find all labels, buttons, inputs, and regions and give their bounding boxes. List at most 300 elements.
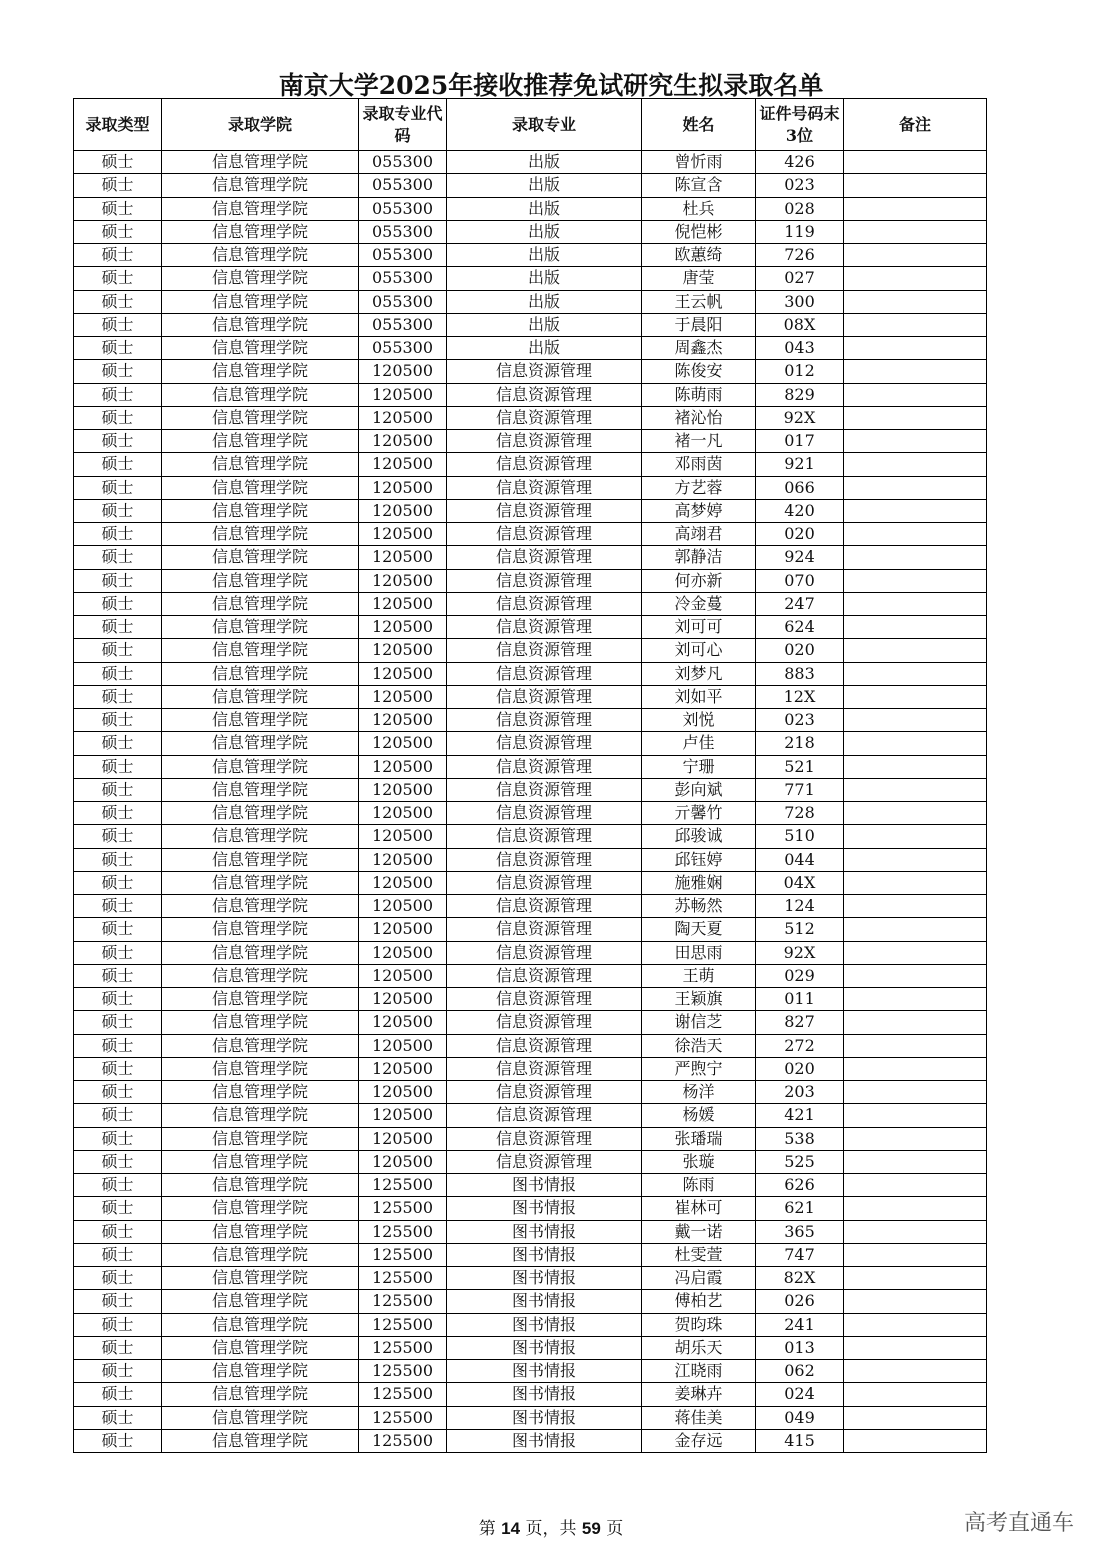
table-row xyxy=(74,244,987,267)
cell-id-last3: 017 xyxy=(756,430,844,453)
cell-id-last3: 026 xyxy=(756,1290,844,1313)
cell-type: 硕士 xyxy=(74,639,162,662)
cell-major-code: 055300 xyxy=(359,151,447,174)
cell-name: 杜雯萱 xyxy=(642,1243,756,1266)
table-row xyxy=(74,313,987,336)
cell-college: 信息管理学院 xyxy=(162,383,359,406)
cell-name: 苏畅然 xyxy=(642,895,756,918)
cell-college: 信息管理学院 xyxy=(162,1267,359,1290)
cell-type: 硕士 xyxy=(74,1336,162,1359)
cell-remarks xyxy=(844,174,987,197)
cell-remarks xyxy=(844,732,987,755)
cell-remarks xyxy=(844,546,987,569)
cell-college: 信息管理学院 xyxy=(162,1243,359,1266)
cell-id-last3: 512 xyxy=(756,918,844,941)
cell-name: 严煦宁 xyxy=(642,1057,756,1080)
cell-id-last3: 621 xyxy=(756,1197,844,1220)
cell-name: 周鑫杰 xyxy=(642,337,756,360)
table-row xyxy=(74,848,987,871)
cell-major-code: 125500 xyxy=(359,1290,447,1313)
cell-remarks xyxy=(844,1243,987,1266)
cell-major: 图书情报 xyxy=(447,1174,642,1197)
cell-id-last3: 203 xyxy=(756,1081,844,1104)
cell-type: 硕士 xyxy=(74,755,162,778)
cell-major-code: 055300 xyxy=(359,244,447,267)
cell-major-code: 055300 xyxy=(359,290,447,313)
cell-college: 信息管理学院 xyxy=(162,1336,359,1359)
table-row xyxy=(74,267,987,290)
cell-name: 张璇 xyxy=(642,1150,756,1173)
cell-remarks xyxy=(844,639,987,662)
cell-major-code: 055300 xyxy=(359,337,447,360)
cell-college: 信息管理学院 xyxy=(162,1290,359,1313)
cell-college: 信息管理学院 xyxy=(162,825,359,848)
cell-remarks xyxy=(844,151,987,174)
cell-id-last3: 829 xyxy=(756,383,844,406)
table-row xyxy=(74,1011,987,1034)
cell-type: 硕士 xyxy=(74,871,162,894)
cell-major-code: 125500 xyxy=(359,1406,447,1429)
table-row xyxy=(74,616,987,639)
cell-name: 姜琳卉 xyxy=(642,1383,756,1406)
cell-id-last3: 062 xyxy=(756,1360,844,1383)
cell-name: 徐浩天 xyxy=(642,1034,756,1057)
cell-major: 图书情报 xyxy=(447,1429,642,1452)
cell-remarks xyxy=(844,337,987,360)
cell-type: 硕士 xyxy=(74,964,162,987)
cell-remarks xyxy=(844,1150,987,1173)
cell-id-last3: 247 xyxy=(756,592,844,615)
cell-major-code: 125500 xyxy=(359,1220,447,1243)
cell-id-last3: 023 xyxy=(756,174,844,197)
cell-id-last3: 124 xyxy=(756,895,844,918)
table-row xyxy=(74,1057,987,1080)
cell-remarks xyxy=(844,1267,987,1290)
cell-remarks xyxy=(844,360,987,383)
cell-remarks xyxy=(844,871,987,894)
cell-name: 陈雨 xyxy=(642,1174,756,1197)
cell-college: 信息管理学院 xyxy=(162,616,359,639)
cell-id-last3: 029 xyxy=(756,964,844,987)
cell-college: 信息管理学院 xyxy=(162,197,359,220)
cell-major: 图书情报 xyxy=(447,1197,642,1220)
cell-name: 施雅娴 xyxy=(642,871,756,894)
cell-college: 信息管理学院 xyxy=(162,1383,359,1406)
page-number: 14 xyxy=(501,1519,521,1538)
cell-major: 信息资源管理 xyxy=(447,592,642,615)
cell-id-last3: 023 xyxy=(756,709,844,732)
cell-major: 信息资源管理 xyxy=(447,918,642,941)
cell-remarks xyxy=(844,1104,987,1127)
cell-name: 王颖旗 xyxy=(642,988,756,1011)
table-row xyxy=(74,1197,987,1220)
cell-name: 欧蕙绮 xyxy=(642,244,756,267)
cell-major: 信息资源管理 xyxy=(447,895,642,918)
table-row xyxy=(74,592,987,615)
cell-type: 硕士 xyxy=(74,499,162,522)
cell-college: 信息管理学院 xyxy=(162,1360,359,1383)
cell-name: 褚一凡 xyxy=(642,430,756,453)
cell-id-last3: 043 xyxy=(756,337,844,360)
cell-major: 图书情报 xyxy=(447,1336,642,1359)
cell-remarks xyxy=(844,755,987,778)
cell-remarks xyxy=(844,1313,987,1336)
cell-major-code: 120500 xyxy=(359,709,447,732)
table-row xyxy=(74,1243,987,1266)
cell-name: 亓馨竹 xyxy=(642,802,756,825)
table-row xyxy=(74,1336,987,1359)
cell-remarks xyxy=(844,476,987,499)
cell-college: 信息管理学院 xyxy=(162,662,359,685)
cell-type: 硕士 xyxy=(74,848,162,871)
table-row xyxy=(74,430,987,453)
cell-major-code: 120500 xyxy=(359,964,447,987)
table-row xyxy=(74,755,987,778)
cell-college: 信息管理学院 xyxy=(162,151,359,174)
cell-remarks xyxy=(844,802,987,825)
cell-major: 信息资源管理 xyxy=(447,802,642,825)
table-row xyxy=(74,453,987,476)
cell-type: 硕士 xyxy=(74,1290,162,1313)
cell-major: 信息资源管理 xyxy=(447,941,642,964)
cell-major-code: 120500 xyxy=(359,499,447,522)
table-row xyxy=(74,290,987,313)
cell-name: 冯启霞 xyxy=(642,1267,756,1290)
cell-name: 张璠瑞 xyxy=(642,1127,756,1150)
cell-type: 硕士 xyxy=(74,360,162,383)
cell-major: 图书情报 xyxy=(447,1267,642,1290)
cell-major-code: 120500 xyxy=(359,406,447,429)
cell-major-code: 120500 xyxy=(359,918,447,941)
cell-id-last3: 420 xyxy=(756,499,844,522)
cell-remarks xyxy=(844,988,987,1011)
cell-college: 信息管理学院 xyxy=(162,639,359,662)
cell-major-code: 125500 xyxy=(359,1429,447,1452)
cell-id-last3: 272 xyxy=(756,1034,844,1057)
cell-major-code: 120500 xyxy=(359,1127,447,1150)
cell-name: 倪恺彬 xyxy=(642,220,756,243)
cell-remarks xyxy=(844,709,987,732)
header-major-code: 录取专业代码 xyxy=(359,99,447,151)
cell-type: 硕士 xyxy=(74,1081,162,1104)
table-header-row xyxy=(74,99,987,151)
cell-id-last3: 626 xyxy=(756,1174,844,1197)
cell-remarks xyxy=(844,453,987,476)
cell-id-last3: 747 xyxy=(756,1243,844,1266)
header-id-last3: 证件号码末3位 xyxy=(756,99,844,151)
cell-major-code: 125500 xyxy=(359,1267,447,1290)
cell-type: 硕士 xyxy=(74,569,162,592)
cell-remarks xyxy=(844,569,987,592)
cell-college: 信息管理学院 xyxy=(162,964,359,987)
cell-major: 信息资源管理 xyxy=(447,755,642,778)
cell-name: 刘梦凡 xyxy=(642,662,756,685)
cell-major-code: 120500 xyxy=(359,732,447,755)
cell-remarks xyxy=(844,1429,987,1452)
cell-college: 信息管理学院 xyxy=(162,546,359,569)
cell-college: 信息管理学院 xyxy=(162,290,359,313)
cell-type: 硕士 xyxy=(74,732,162,755)
cell-major: 信息资源管理 xyxy=(447,1081,642,1104)
cell-id-last3: 218 xyxy=(756,732,844,755)
cell-name: 刘悦 xyxy=(642,709,756,732)
cell-major: 信息资源管理 xyxy=(447,639,642,662)
cell-college: 信息管理学院 xyxy=(162,1429,359,1452)
table-row xyxy=(74,406,987,429)
cell-type: 硕士 xyxy=(74,476,162,499)
cell-major-code: 125500 xyxy=(359,1336,447,1359)
cell-major: 信息资源管理 xyxy=(447,685,642,708)
table-row xyxy=(74,337,987,360)
table-row xyxy=(74,1150,987,1173)
header-name: 姓名 xyxy=(642,99,756,151)
cell-major: 图书情报 xyxy=(447,1220,642,1243)
cell-name: 唐莹 xyxy=(642,267,756,290)
cell-type: 硕士 xyxy=(74,592,162,615)
cell-remarks xyxy=(844,918,987,941)
cell-type: 硕士 xyxy=(74,1150,162,1173)
cell-remarks xyxy=(844,1174,987,1197)
table-row xyxy=(74,1383,987,1406)
cell-major-code: 120500 xyxy=(359,802,447,825)
cell-major: 信息资源管理 xyxy=(447,1057,642,1080)
cell-name: 冷金蔓 xyxy=(642,592,756,615)
table-row xyxy=(74,1429,987,1452)
cell-name: 王萌 xyxy=(642,964,756,987)
cell-major-code: 120500 xyxy=(359,1150,447,1173)
cell-id-last3: 525 xyxy=(756,1150,844,1173)
cell-major-code: 125500 xyxy=(359,1174,447,1197)
cell-type: 硕士 xyxy=(74,174,162,197)
cell-name: 于晨阳 xyxy=(642,313,756,336)
cell-college: 信息管理学院 xyxy=(162,685,359,708)
cell-type: 硕士 xyxy=(74,825,162,848)
cell-id-last3: 728 xyxy=(756,802,844,825)
cell-id-last3: 510 xyxy=(756,825,844,848)
cell-type: 硕士 xyxy=(74,1127,162,1150)
cell-id-last3: 924 xyxy=(756,546,844,569)
cell-college: 信息管理学院 xyxy=(162,988,359,1011)
cell-major-code: 120500 xyxy=(359,1081,447,1104)
cell-name: 蒋佳美 xyxy=(642,1406,756,1429)
cell-type: 硕士 xyxy=(74,895,162,918)
cell-remarks xyxy=(844,499,987,522)
cell-type: 硕士 xyxy=(74,685,162,708)
cell-remarks xyxy=(844,383,987,406)
header-major: 录取专业 xyxy=(447,99,642,151)
cell-college: 信息管理学院 xyxy=(162,592,359,615)
cell-type: 硕士 xyxy=(74,1243,162,1266)
table-row xyxy=(74,1313,987,1336)
cell-college: 信息管理学院 xyxy=(162,732,359,755)
cell-major-code: 120500 xyxy=(359,778,447,801)
cell-college: 信息管理学院 xyxy=(162,895,359,918)
cell-id-last3: 521 xyxy=(756,755,844,778)
cell-type: 硕士 xyxy=(74,616,162,639)
cell-college: 信息管理学院 xyxy=(162,1011,359,1034)
cell-name: 杜兵 xyxy=(642,197,756,220)
cell-remarks xyxy=(844,592,987,615)
cell-major: 出版 xyxy=(447,313,642,336)
cell-major-code: 120500 xyxy=(359,825,447,848)
cell-remarks xyxy=(844,1011,987,1034)
cell-major: 信息资源管理 xyxy=(447,476,642,499)
cell-type: 硕士 xyxy=(74,1104,162,1127)
cell-remarks xyxy=(844,406,987,429)
cell-major-code: 120500 xyxy=(359,1104,447,1127)
table-row xyxy=(74,1360,987,1383)
cell-college: 信息管理学院 xyxy=(162,1104,359,1127)
cell-major: 信息资源管理 xyxy=(447,406,642,429)
cell-remarks xyxy=(844,1220,987,1243)
cell-id-last3: 011 xyxy=(756,988,844,1011)
cell-college: 信息管理学院 xyxy=(162,337,359,360)
cell-college: 信息管理学院 xyxy=(162,476,359,499)
cell-major-code: 120500 xyxy=(359,941,447,964)
cell-college: 信息管理学院 xyxy=(162,848,359,871)
cell-name: 王云帆 xyxy=(642,290,756,313)
page-total: 59 xyxy=(581,1519,601,1538)
cell-remarks xyxy=(844,941,987,964)
cell-major: 信息资源管理 xyxy=(447,383,642,406)
cell-college: 信息管理学院 xyxy=(162,453,359,476)
cell-college: 信息管理学院 xyxy=(162,918,359,941)
cell-id-last3: 92X xyxy=(756,941,844,964)
table-row xyxy=(74,523,987,546)
cell-name: 高翊君 xyxy=(642,523,756,546)
cell-name: 曾忻雨 xyxy=(642,151,756,174)
cell-remarks xyxy=(844,267,987,290)
cell-type: 硕士 xyxy=(74,313,162,336)
cell-remarks xyxy=(844,685,987,708)
cell-major: 出版 xyxy=(447,290,642,313)
cell-id-last3: 08X xyxy=(756,313,844,336)
cell-remarks xyxy=(844,662,987,685)
cell-remarks xyxy=(844,1360,987,1383)
cell-remarks xyxy=(844,848,987,871)
cell-type: 硕士 xyxy=(74,1429,162,1452)
cell-major-code: 125500 xyxy=(359,1243,447,1266)
table-row xyxy=(74,918,987,941)
cell-college: 信息管理学院 xyxy=(162,220,359,243)
table-row xyxy=(74,941,987,964)
cell-major-code: 120500 xyxy=(359,895,447,918)
cell-id-last3: 426 xyxy=(756,151,844,174)
cell-type: 硕士 xyxy=(74,383,162,406)
cell-major: 图书情报 xyxy=(447,1360,642,1383)
cell-id-last3: 538 xyxy=(756,1127,844,1150)
cell-college: 信息管理学院 xyxy=(162,569,359,592)
table-row xyxy=(74,360,987,383)
cell-type: 硕士 xyxy=(74,197,162,220)
cell-major-code: 055300 xyxy=(359,313,447,336)
cell-college: 信息管理学院 xyxy=(162,802,359,825)
cell-id-last3: 921 xyxy=(756,453,844,476)
cell-name: 何亦新 xyxy=(642,569,756,592)
table-row xyxy=(74,871,987,894)
cell-major: 信息资源管理 xyxy=(447,430,642,453)
cell-college: 信息管理学院 xyxy=(162,1220,359,1243)
cell-college: 信息管理学院 xyxy=(162,430,359,453)
cell-major-code: 120500 xyxy=(359,1034,447,1057)
cell-major: 图书情报 xyxy=(447,1406,642,1429)
table-row xyxy=(74,1081,987,1104)
cell-id-last3: 12X xyxy=(756,685,844,708)
cell-name: 彭向斌 xyxy=(642,778,756,801)
page-footer: 第 14 页，共 59 页 xyxy=(478,1519,624,1539)
cell-college: 信息管理学院 xyxy=(162,1197,359,1220)
cell-name: 陈俊安 xyxy=(642,360,756,383)
cell-college: 信息管理学院 xyxy=(162,406,359,429)
cell-major: 图书情报 xyxy=(447,1313,642,1336)
cell-major: 信息资源管理 xyxy=(447,848,642,871)
cell-remarks xyxy=(844,1406,987,1429)
cell-major-code: 120500 xyxy=(359,988,447,1011)
cell-major: 信息资源管理 xyxy=(447,825,642,848)
cell-major: 信息资源管理 xyxy=(447,569,642,592)
cell-college: 信息管理学院 xyxy=(162,871,359,894)
cell-type: 硕士 xyxy=(74,1034,162,1057)
cell-major: 出版 xyxy=(447,267,642,290)
cell-name: 杨媛 xyxy=(642,1104,756,1127)
cell-remarks xyxy=(844,290,987,313)
cell-college: 信息管理学院 xyxy=(162,244,359,267)
cell-remarks xyxy=(844,1290,987,1313)
cell-type: 硕士 xyxy=(74,453,162,476)
table-row xyxy=(74,778,987,801)
cell-id-last3: 82X xyxy=(756,1267,844,1290)
cell-major-code: 120500 xyxy=(359,616,447,639)
cell-major: 信息资源管理 xyxy=(447,360,642,383)
cell-type: 硕士 xyxy=(74,802,162,825)
cell-type: 硕士 xyxy=(74,290,162,313)
cell-college: 信息管理学院 xyxy=(162,499,359,522)
cell-major: 图书情报 xyxy=(447,1383,642,1406)
document-title: 南京大学2025年接收推荐免试研究生拟录取名单 xyxy=(278,71,824,100)
cell-major-code: 120500 xyxy=(359,546,447,569)
cell-major-code: 120500 xyxy=(359,848,447,871)
cell-id-last3: 049 xyxy=(756,1406,844,1429)
cell-id-last3: 070 xyxy=(756,569,844,592)
cell-major: 信息资源管理 xyxy=(447,662,642,685)
table-row xyxy=(74,1104,987,1127)
cell-major: 图书情报 xyxy=(447,1243,642,1266)
cell-major-code: 120500 xyxy=(359,685,447,708)
cell-remarks xyxy=(844,825,987,848)
table-row xyxy=(74,825,987,848)
table-row xyxy=(74,709,987,732)
cell-id-last3: 365 xyxy=(756,1220,844,1243)
cell-major: 信息资源管理 xyxy=(447,732,642,755)
cell-college: 信息管理学院 xyxy=(162,941,359,964)
cell-major-code: 055300 xyxy=(359,267,447,290)
cell-major: 信息资源管理 xyxy=(447,778,642,801)
cell-major: 信息资源管理 xyxy=(447,988,642,1011)
cell-name: 方艺蓉 xyxy=(642,476,756,499)
cell-name: 宁珊 xyxy=(642,755,756,778)
cell-remarks xyxy=(844,778,987,801)
cell-type: 硕士 xyxy=(74,1057,162,1080)
cell-type: 硕士 xyxy=(74,918,162,941)
cell-name: 江晓雨 xyxy=(642,1360,756,1383)
cell-name: 刘可心 xyxy=(642,639,756,662)
cell-college: 信息管理学院 xyxy=(162,267,359,290)
cell-major-code: 120500 xyxy=(359,639,447,662)
cell-id-last3: 827 xyxy=(756,1011,844,1034)
cell-major-code: 120500 xyxy=(359,569,447,592)
cell-college: 信息管理学院 xyxy=(162,709,359,732)
cell-type: 硕士 xyxy=(74,1313,162,1336)
